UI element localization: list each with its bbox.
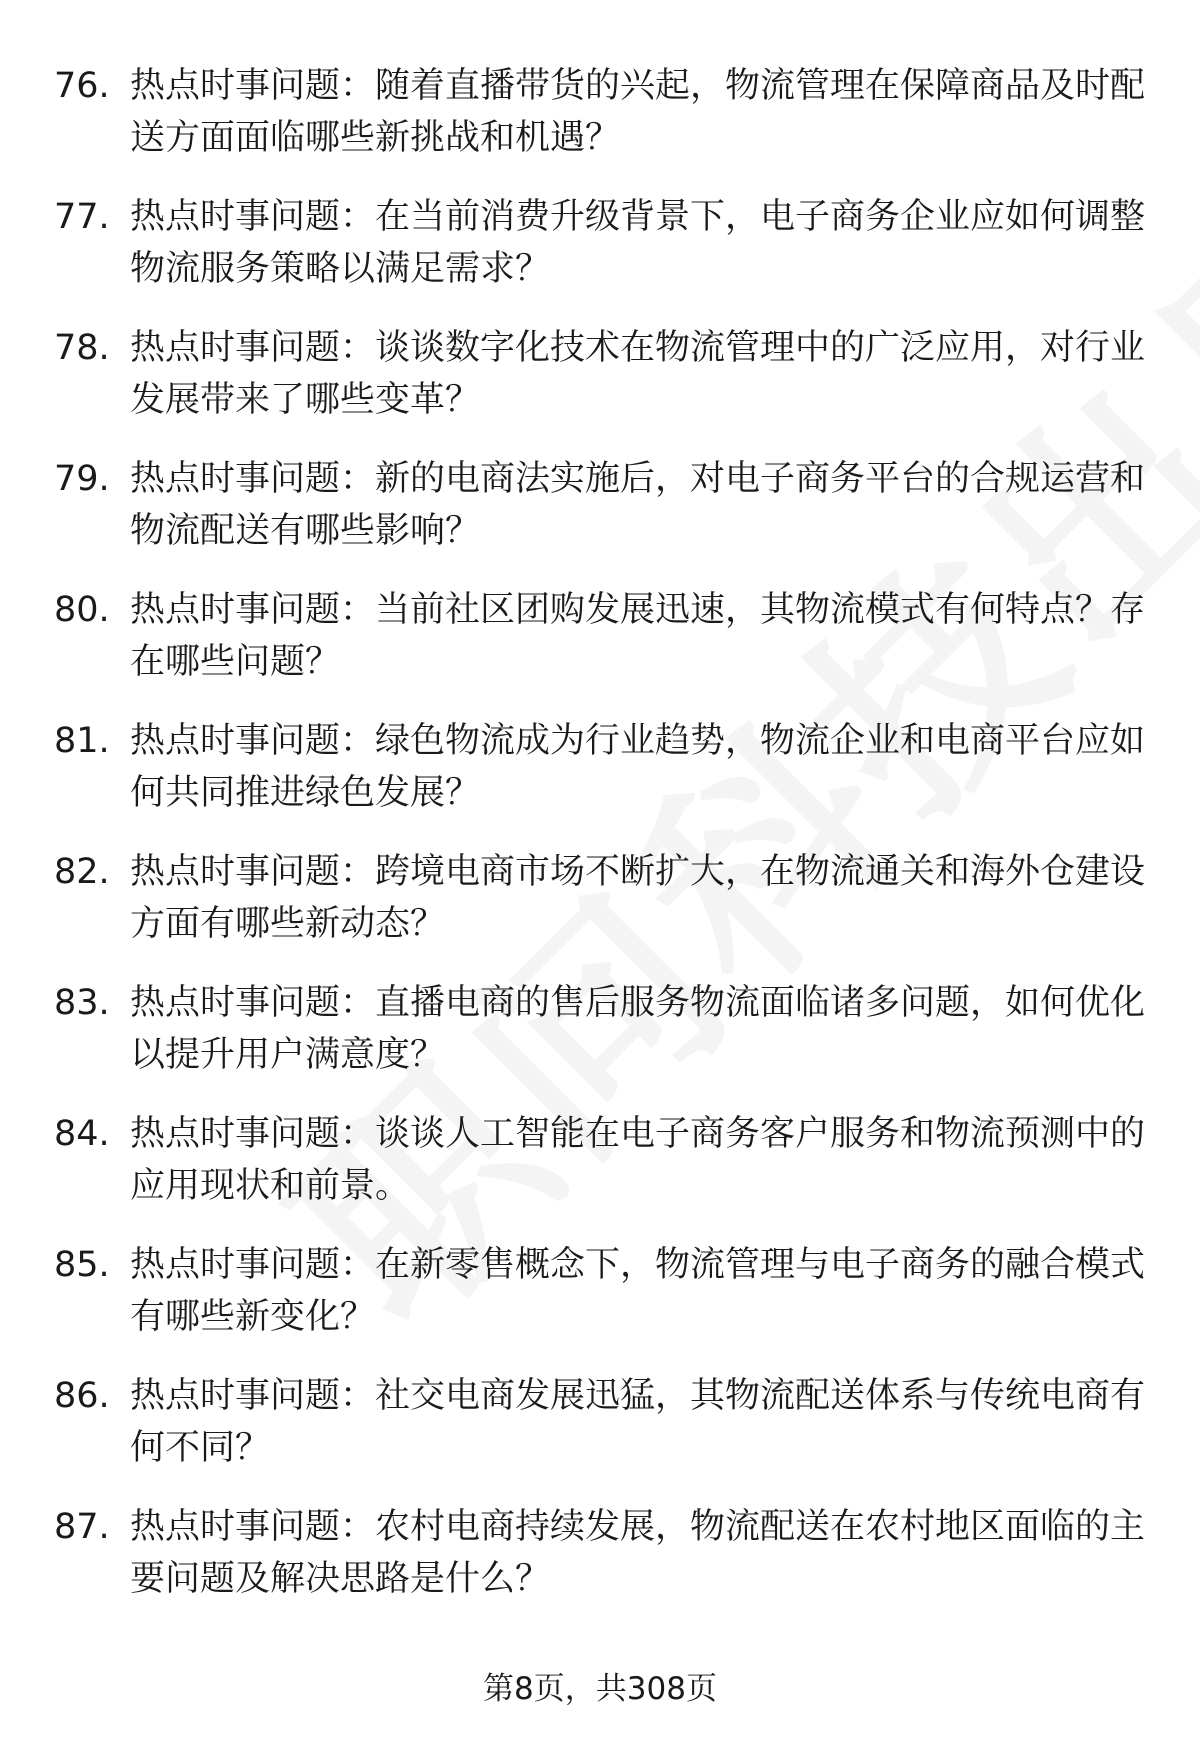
question-text: 热点时事问题：谈谈人工智能在电子商务客户服务和物流预测中的应用现状和前景。 <box>130 1114 1146 1206</box>
question-text: 热点时事问题：在新零售概念下，物流管理与电子商务的融合模式有哪些新变化？ <box>130 1245 1146 1337</box>
question-number: 81. <box>54 721 110 761</box>
question-text: 热点时事问题：农村电商持续发展，物流配送在农村地区面临的主要问题及解决思路是什么？ <box>130 1507 1146 1599</box>
question-number: 77. <box>54 197 110 237</box>
question-text: 热点时事问题：新的电商法实施后，对电子商务平台的合规运营和物流配送有哪些影响？ <box>130 459 1146 551</box>
question-text: 热点时事问题：随着直播带货的兴起，物流管理在保障商品及时配送方面面临哪些新挑战和机遇？ <box>130 66 1146 158</box>
question-number: 82. <box>54 852 110 892</box>
question-text: 热点时事问题：社交电商发展迅猛，其物流配送体系与传统电商有何不同？ <box>130 1376 1146 1468</box>
question-number: 79. <box>54 459 110 499</box>
question-number: 78. <box>54 328 110 368</box>
question-number: 85. <box>54 1245 110 1285</box>
question-number: 87. <box>54 1507 110 1547</box>
question-number: 86. <box>54 1376 110 1416</box>
question-text: 热点时事问题：当前社区团购发展迅速，其物流模式有何特点？存在哪些问题？ <box>130 590 1146 682</box>
question-number: 76. <box>54 66 110 106</box>
question-number: 83. <box>54 983 110 1023</box>
question-text: 热点时事问题：谈谈数字化技术在物流管理中的广泛应用，对行业发展带来了哪些变革？ <box>130 328 1146 420</box>
question-text: 热点时事问题：绿色物流成为行业趋势，物流企业和电商平台应如何共同推进绿色发展？ <box>130 721 1146 813</box>
question-text: 热点时事问题：在当前消费升级背景下，电子商务企业应如何调整物流服务策略以满足需求？ <box>130 197 1146 289</box>
question-text: 热点时事问题：直播电商的售后服务物流面临诸多问题，如何优化以提升用户满意度？ <box>130 983 1146 1075</box>
page-footer: 第8页，共308页 <box>483 1671 717 1707</box>
question-text: 热点时事问题：跨境电商市场不断扩大，在物流通关和海外仓建设方面有哪些新动态？ <box>130 852 1146 944</box>
question-number: 84. <box>54 1114 110 1154</box>
question-number: 80. <box>54 590 110 630</box>
